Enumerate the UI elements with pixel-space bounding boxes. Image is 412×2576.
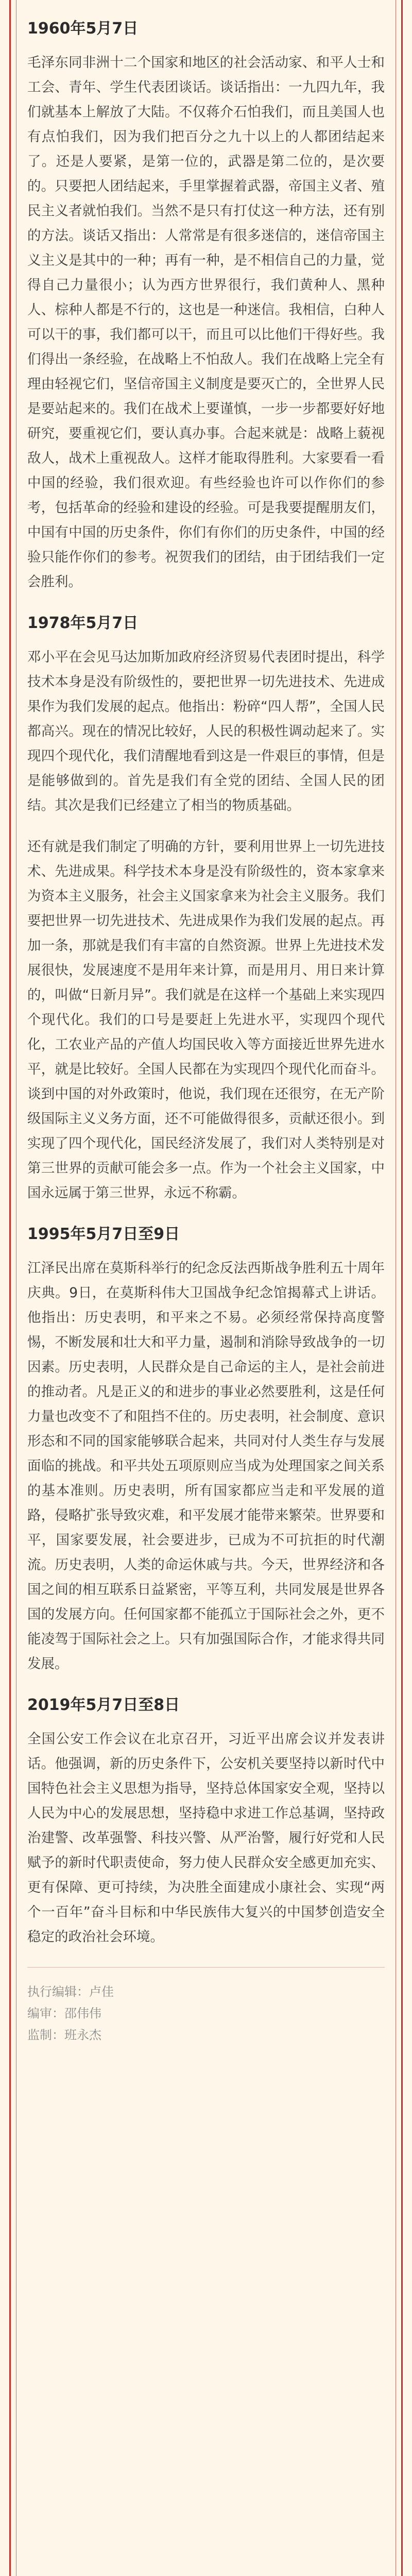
section-1960 <box>27 18 385 595</box>
section-1995 <box>27 1223 385 1676</box>
section-date: 1995年5月7日至9日 <box>27 1225 180 1243</box>
section-2019 <box>27 1694 385 1950</box>
section-paragraph: 毛泽东同非洲十二个国家和地区的社会活动家、和平人士和工会、青年、学生代表团谈话。谈话指出：一九四九年，我们就基本上解放了大陆。不仅蒋介石怕我们，而且美国人也有点怕我们，因为我们把百分之九十以上的人都团结起来了。还是人要紧，是第一位的，武器是第二位的，是次要的。只要把人团结起来，手里掌握着武器，帝国主义者、殖民主义者就怕我们。当然不是只有打仗这一种方法，还有别的方法。谈话又指出：人常常是有很多迷信的，迷信帝国主义主义是其中的一种；再有一种，是不相信自己的力量，觉得自己力量很小；认为西方世界很行，我们黄种人、黑种人、棕种人都是不行的，这也是一种迷信。我相信，白种人可以干的事，我们都可以干，而且可以比他们干得好些。我们得出一条经验，在战略上不怕敌人。我们在战略上完全有理由轻视它们，坚信帝国主义制度是要灭亡的，全世界人民是要站起来的。我们在战术上要谨慎，一步一步都要好好地研究，要重视它们，要认真办事。合起来就是：战略上藐视敌人，战术上重视敌人。这样才能取得胜利。大家要看一看中国的经验，我们很欢迎。有些经验也许可以作你们的参考，包括革命的经验和建设的经验。可是我要提醒朋友们，中国有中国的历史条件，你们有你们的历史条件，中国的经验只能作你们的参考。祝贺我们的团结，由于团结我们一定会胜利。 <box>27 55 385 590</box>
article-content <box>27 18 385 2046</box>
section-paragraph: 江泽民出席在莫斯科举行的纪念反法西斯战争胜利五十周年庆典。9日，在莫斯科伟大卫国战争纪念馆揭幕式上讲话。他指出：历史表明，和平来之不易。必须经常保持高度警惕，不断发展和壮大和平力量，遏制和消除导致战争的一切因素。历史表明，人民群众是自己命运的主人，是社会前进的推动者。凡是正义的和进步的事业必然要胜利，这是任何力量也改变不了和阻挡不住的。历史表明，社会制度、意识形态和不同的国家能够联合起来，共同对付人类生存与发展面临的挑战。和平共处五项原则应当成为处理国家之间关系的基本准则。历史表明，所有国家都应当走和平发展的道路，侵略扩张导致灾难，和平发展才能带来繁荣。世界要和平，国家要发展，社会要进步，已成为不可抗拒的时代潮流。历史表明，人类的命运休戚与共。今天，世界经济和各国之间的相互联系日益紧密，平等互利，共同发展是世界各国的发展方向。任何国家都不能孤立于国际社会之外，更不能凌驾于国际社会之上。只有加强国际合作，才能求得共同发展。 <box>27 1260 385 1672</box>
section-1978 <box>27 612 385 1206</box>
section-paragraph: 还有就是我们制定了明确的方针，要利用世界上一切先进技术、先进成果。科学技术本身是没有阶级性的，资本家拿来为资本主义服务，社会主义国家拿来为社会主义服务。我们要把世界一切先进技术、先进成果作为我们发展的起点。再加一条，那就是我们有丰富的自然资源。世界上先进技术发展很快，发展速度不是用年来计算，而是用月、用日来计算的，叫做“日新月异”。我们就是在这样一个基础上来实现四个现代化。我们的口号是要赶上先进水平，实现四个现代化，工农业产品的产值人均国民收入等方面接近世界先进水平，就是比较好。全国人民都在为实现四个现代化而奋斗。谈到中国的对外政策时，他说，我们现在还很穷，在无产阶级国际主义义务方面，还不可能做得很多，贡献还很小。到实现了四个现代化，国民经济发展了，我们对人类特别是对第三世界的贡献可能会多一点。作为一个社会主义国家，中国永远属于第三世界，永远不称霸。 <box>27 839 385 1201</box>
section-date: 1978年5月7日 <box>27 614 139 632</box>
credit-editor: 执行编辑：卢佳 <box>27 1985 114 1999</box>
credit-reviewer: 编审：邵伟伟 <box>27 2006 101 2021</box>
credit-supervisor: 监制：班永杰 <box>27 2028 101 2042</box>
credits-divider <box>27 1967 385 1968</box>
section-paragraph: 全国公安工作会议在北京召开，习近平出席会议并发表讲话。他强调，新的历史条件下，公安机关要坚持以新时代中国特色社会主义思想为指导，坚持总体国家安全观，坚持以人民为中心的发展思想，坚持稳中求进工作总基调，坚持政治建警、改革强警、科技兴警、从严治警，履行好党和人民赋予的新时代职责使命，努力使人民群众安全感更加充实、更有保障、更可持续，为决胜全面建成小康社会、实现“两个一百年”奋斗目标和中华民族伟大复兴的中国梦创造安全稳定的政治社会环境。 <box>27 1731 385 1945</box>
article-frame <box>9 0 403 2576</box>
section-paragraph: 邓小平在会见马达加斯加政府经济贸易代表团时提出，科学技术本身是没有阶级性的，要把世界一切先进技术、先进成果作为我们发展的起点。他指出：粉碎“四人帮”，全国人民都高兴。现在的情况比较好，人民的积极性调动起来了。实现四个现代化，我们清醒地看到这是一件艰巨的事情，但是是能够做到的。首先是我们有全党的团结、全国人民的团结。其次是我们已经建立了相当的物质基础。 <box>27 649 385 814</box>
credits-block <box>27 1981 385 2046</box>
section-date: 2019年5月7日至8日 <box>27 1696 180 1714</box>
section-date: 1960年5月7日 <box>27 20 139 38</box>
